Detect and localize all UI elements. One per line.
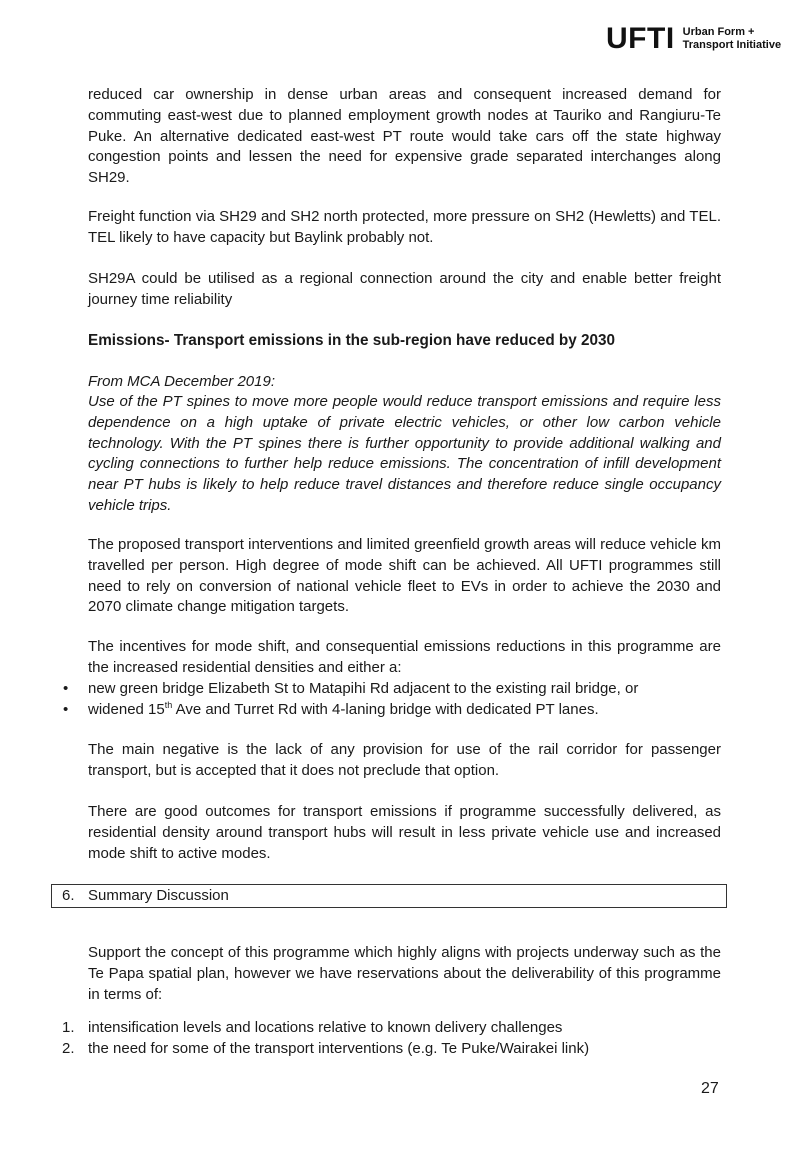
section-number: 6. <box>62 887 75 904</box>
section-heading-box <box>51 884 727 908</box>
bullet-text: new green bridge Elizabeth St to Matapihi Rd adjacent to the existing rail bridge, or <box>88 680 639 697</box>
bullet-text-pre: widened 15 <box>88 701 165 718</box>
bullet-item <box>63 700 721 721</box>
logo-mark: UFTI <box>606 22 675 55</box>
paragraph-interventions: The proposed transport interventions and limited greenfield growth areas will reduce vehicle km travelled per person. High degree of mode shift can be achieved. All UFTI programmes still need to rely on conversion of national vehicle fleet to EVs in order to achieve the 2030 and 2070 climate change mitigation targets. <box>88 536 721 616</box>
ufti-logo <box>606 22 781 56</box>
bullet-text-post: Ave and Turret Rd with 4-laning bridge with dedicated PT lanes. <box>172 701 599 718</box>
list-text: intensification levels and locations relative to known delivery challenges <box>88 1019 563 1036</box>
mca-quote: Use of the PT spines to move more people would reduce transport emissions and require less dependence on a high uptake of private electric vehicles, or other low carbon vehicle technology. With the PT spines there is further opportunity to provide additional walking and cycling connections to further help reduce emissions. The concentration of infill development near PT hubs is likely to help reduce travel distances and therefore reduce single occupancy vehicle trips. <box>88 393 721 514</box>
bullet-item <box>63 679 721 700</box>
list-number: 2. <box>62 1040 75 1057</box>
list-item <box>62 1018 721 1039</box>
list-item <box>62 1039 721 1060</box>
page-number: 27 <box>701 1080 719 1097</box>
logo-subtitle <box>683 26 781 52</box>
mca-source: From MCA December 2019: <box>88 373 276 390</box>
list-text: the need for some of the transport interventions (e.g. Te Puke/Wairakei link) <box>88 1040 590 1057</box>
logo-line-2: Transport Initiative <box>682 39 782 51</box>
bullet-dot-icon: • <box>63 701 69 718</box>
paragraph-sh29a: SH29A could be utilised as a regional connection around the city and enable better freight journey time reliability <box>88 270 721 308</box>
paragraph-support: Support the concept of this programme which highly aligns with projects underway such as the Te Papa spatial plan, however we have reservations about the deliverability of this programme in terms of: <box>88 944 721 1003</box>
ordinal-suffix: th <box>164 700 173 710</box>
list-number: 1. <box>62 1019 75 1036</box>
bullet-dot-icon: • <box>63 680 69 697</box>
paragraph-incentives: The incentives for mode shift, and consequential emissions reductions in this programme are the increased residential densities and either a: <box>88 638 721 676</box>
paragraph-freight: Freight function via SH29 and SH2 north protected, more pressure on SH2 (Hewletts) and TEL. TEL likely to have capacity but Baylink probably not. <box>88 208 721 246</box>
section-title: Summary Discussion <box>88 887 229 904</box>
heading-emissions: Emissions- Transport emissions in the sub-region have reduced by 2030 <box>88 332 616 349</box>
paragraph-main-negative: The main negative is the lack of any provision for use of the rail corridor for passenger transport, but is accepted that it does not preclude that option. <box>88 741 721 779</box>
logo-line-1: Urban Form + <box>682 26 755 38</box>
paragraph-good-outcomes: There are good outcomes for transport emissions if programme successfully delivered, as residential density around transport hubs will result in less private vehicle use and increased mode shift to active modes. <box>88 803 721 862</box>
paragraph-pt-route: reduced car ownership in dense urban areas and consequent increased demand for commuting east-west due to planned employment growth nodes at Tauriko and Rangiuru-Te Puke. An alternative dedicated east-west PT route would take cars off the state highway congestion points and lessen the need for expensive grade separated interchanges along SH29. <box>88 86 721 187</box>
